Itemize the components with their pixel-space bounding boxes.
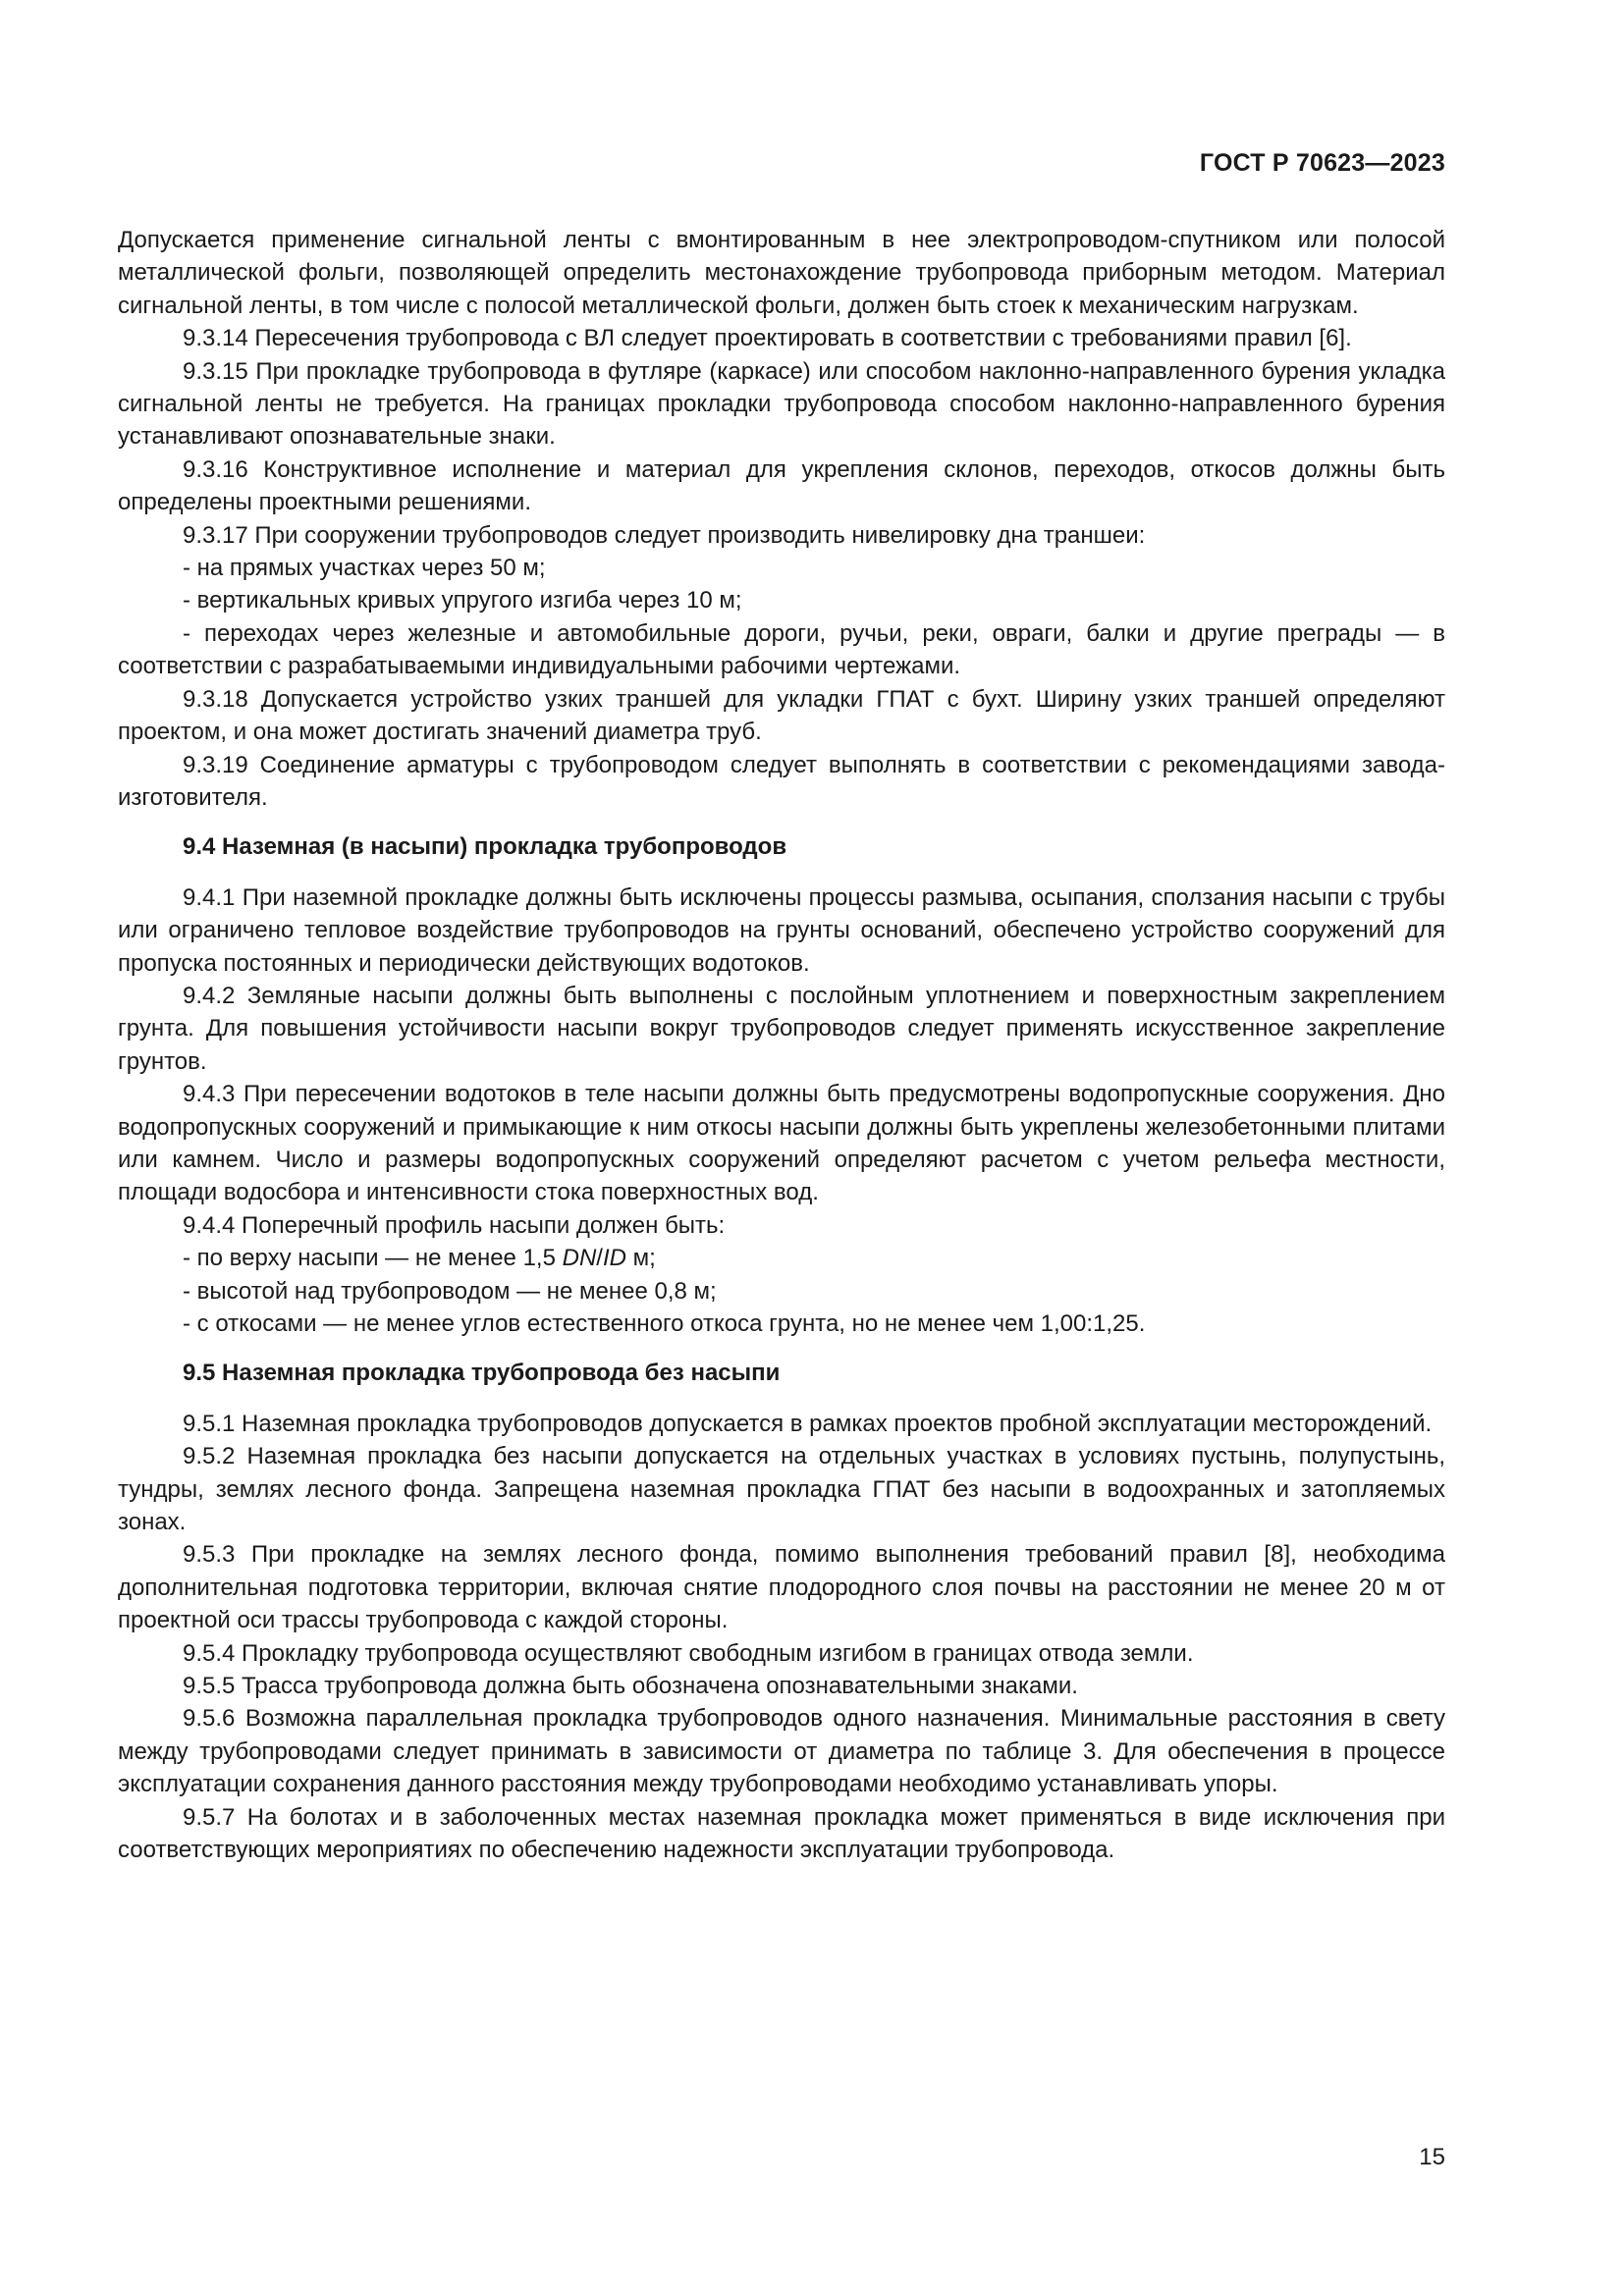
list-item-9-4-4-a [118,1242,1445,1274]
page-body [118,224,1445,1867]
paragraph-9-5-2: 9.5.2 Наземная прокладка без насыпи допускается на отдельных участках в условиях пустынь, полупустынь, тундры, землях лесного фонда. Запрещена наземная прокладка ГПАТ без насыпи в водоохранных и затопляемых зонах. [118,1443,1445,1536]
paragraph-9-4-2: 9.4.2 Земляные насыпи должны быть выполнены с послойным уплотнением и поверхностным закреплением грунта. Для повышения устойчивости насыпи вокруг трубопроводов следует применять искусственное закрепление грунтов. [118,982,1445,1075]
paragraph-9-3-17: 9.3.17 При сооружении трубопроводов следует производить нивелировку дна траншеи: [183,521,1146,549]
id-symbol: ID [602,1245,626,1272]
section-heading-9-5: 9.5 Наземная прокладка трубопровода без насыпи [183,1360,781,1387]
paragraph-9-5-1: 9.5.1 Наземная прокладка трубопроводов допускается в рамках проектов пробной эксплуатации месторождений. [183,1410,1433,1437]
section-heading-9-4: 9.4 Наземная (в насыпи) прокладка трубопроводов [183,833,787,861]
paragraph-9-5-3: 9.5.3 При прокладке на землях лесного фонда, помимо выполнения требований правил [8], необходима дополнительная подготовка территории, включая снятие плодородного слоя почвы на расстоянии не менее 20 м от проектной оси трассы трубопровода с каждой стороны. [118,1541,1445,1634]
unit-text: м; [625,1245,656,1272]
paragraph-9-3-16: 9.3.16 Конструктивное исполнение и материал для укрепления склонов, переходов, откосов должны быть определены проектными решениями. [118,455,1445,516]
paragraph-9-3-19: 9.3.19 Соединение арматуры с трубопроводом следует выполнять в соответствии с рекомендациями завода-изготовителя. [118,751,1445,811]
list-item-9-3-17-b: - вертикальных кривых упругого изгиба через 10 м; [183,587,742,614]
page-number: 15 [1419,2144,1445,2170]
paragraph-9-5-5: 9.5.5 Трасса трубопровода должна быть обозначена опознавательными знаками. [183,1673,1078,1700]
list-item-9-3-17-a: - на прямых участках через 50 м; [183,555,546,582]
paragraph-9-4-1: 9.4.1 При наземной прокладке должны быть исключены процессы размыва, осыпания, сползания насыпи с трубы или ограничено тепловое воздействие трубопроводов на грунты оснований, обеспечено устройство сооружений для пропуска постоянных и периодически действующих водотоков. [118,883,1445,977]
paragraph-9-5-4: 9.5.4 Прокладку трубопровода осуществляют свободным изгибом в границах отвода земли. [183,1639,1194,1667]
paragraph-9-5-6: 9.5.6 Возможна параллельная прокладка трубопроводов одного назначения. Минимальные расстояния в свету между трубопроводами следует принимать в зависимости от диаметра по таблице 3. Для обеспечения в процессе эксплуатации сохранения данного расстояния между трубопроводами необходимо устанавливать упоры. [118,1705,1445,1798]
dn-symbol: DN [562,1245,597,1272]
document-header: ГОСТ Р 70623—2023 [1199,149,1445,177]
paragraph-9-5-7: 9.5.7 На болотах и в заболоченных местах наземная прокладка может применяться в виде исключения при соответствующих мероприятиях по обеспечению надежности эксплуатации трубопровода. [118,1803,1445,1864]
paragraph-9-4-3: 9.4.3 При пересечении водотоков в теле насыпи должны быть предусмотрены водопропускные сооружения. Дно водопропускных сооружений и примыкающие к ним откосы насыпи должны быть укреплены железобетонными плитами или камнем. Число и размеры водопропускных сооружений определяют расчетом с учетом рельефа местности, площади водосбора и интенсивности стока поверхностных вод. [118,1081,1445,1206]
slash-symbol: / [596,1245,603,1272]
paragraph-9-4-4: 9.4.4 Поперечный профиль насыпи должен быть: [183,1211,726,1239]
paragraph-9-3-14: 9.3.14 Пересечения трубопровода с ВЛ следует проектировать в соответствии с требованиями правил [6]. [183,325,1352,352]
list-item-9-4-4-a-text: - по верху насыпи — не менее 1,5 [183,1245,563,1272]
paragraph-9-3-15: 9.3.15 При прокладке трубопровода в футляре (каркасе) или способом наклонно-направленного бурения укладка сигнальной ленты не требуется. На границах прокладки трубопровода способом наклонно-направленного бурения устанавливают опознавательные знаки. [118,357,1445,451]
list-item-9-3-17-c: - переходах через железные и автомобильные дороги, ручьи, реки, овраги, балки и другие преграды — в соответствии с разрабатываемыми индивидуальными рабочими чертежами. [118,619,1445,680]
list-item-9-4-4-c: - с откосами — не менее углов естественного откоса грунта, но не менее чем 1,00:1,25. [183,1310,1146,1337]
list-item-9-4-4-b: - высотой над трубопроводом — не менее 0,8 м; [183,1277,717,1305]
paragraph-signal-tape: Допускается применение сигнальной ленты с вмонтированным в нее электропроводом-спутником или полосой металлической фольги, позволяющей определить местонахождение трубопровода приборным методом. Материал сигнальной ленты, в том числе с полосой металлической фольги, должен быть стоек к механическим нагрузкам. [118,227,1445,319]
paragraph-9-3-18: 9.3.18 Допускается устройство узких траншей для укладки ГПАТ с бухт. Ширину узких траншей определяют проектом, и она может достигать значений диаметра труб. [118,685,1445,746]
